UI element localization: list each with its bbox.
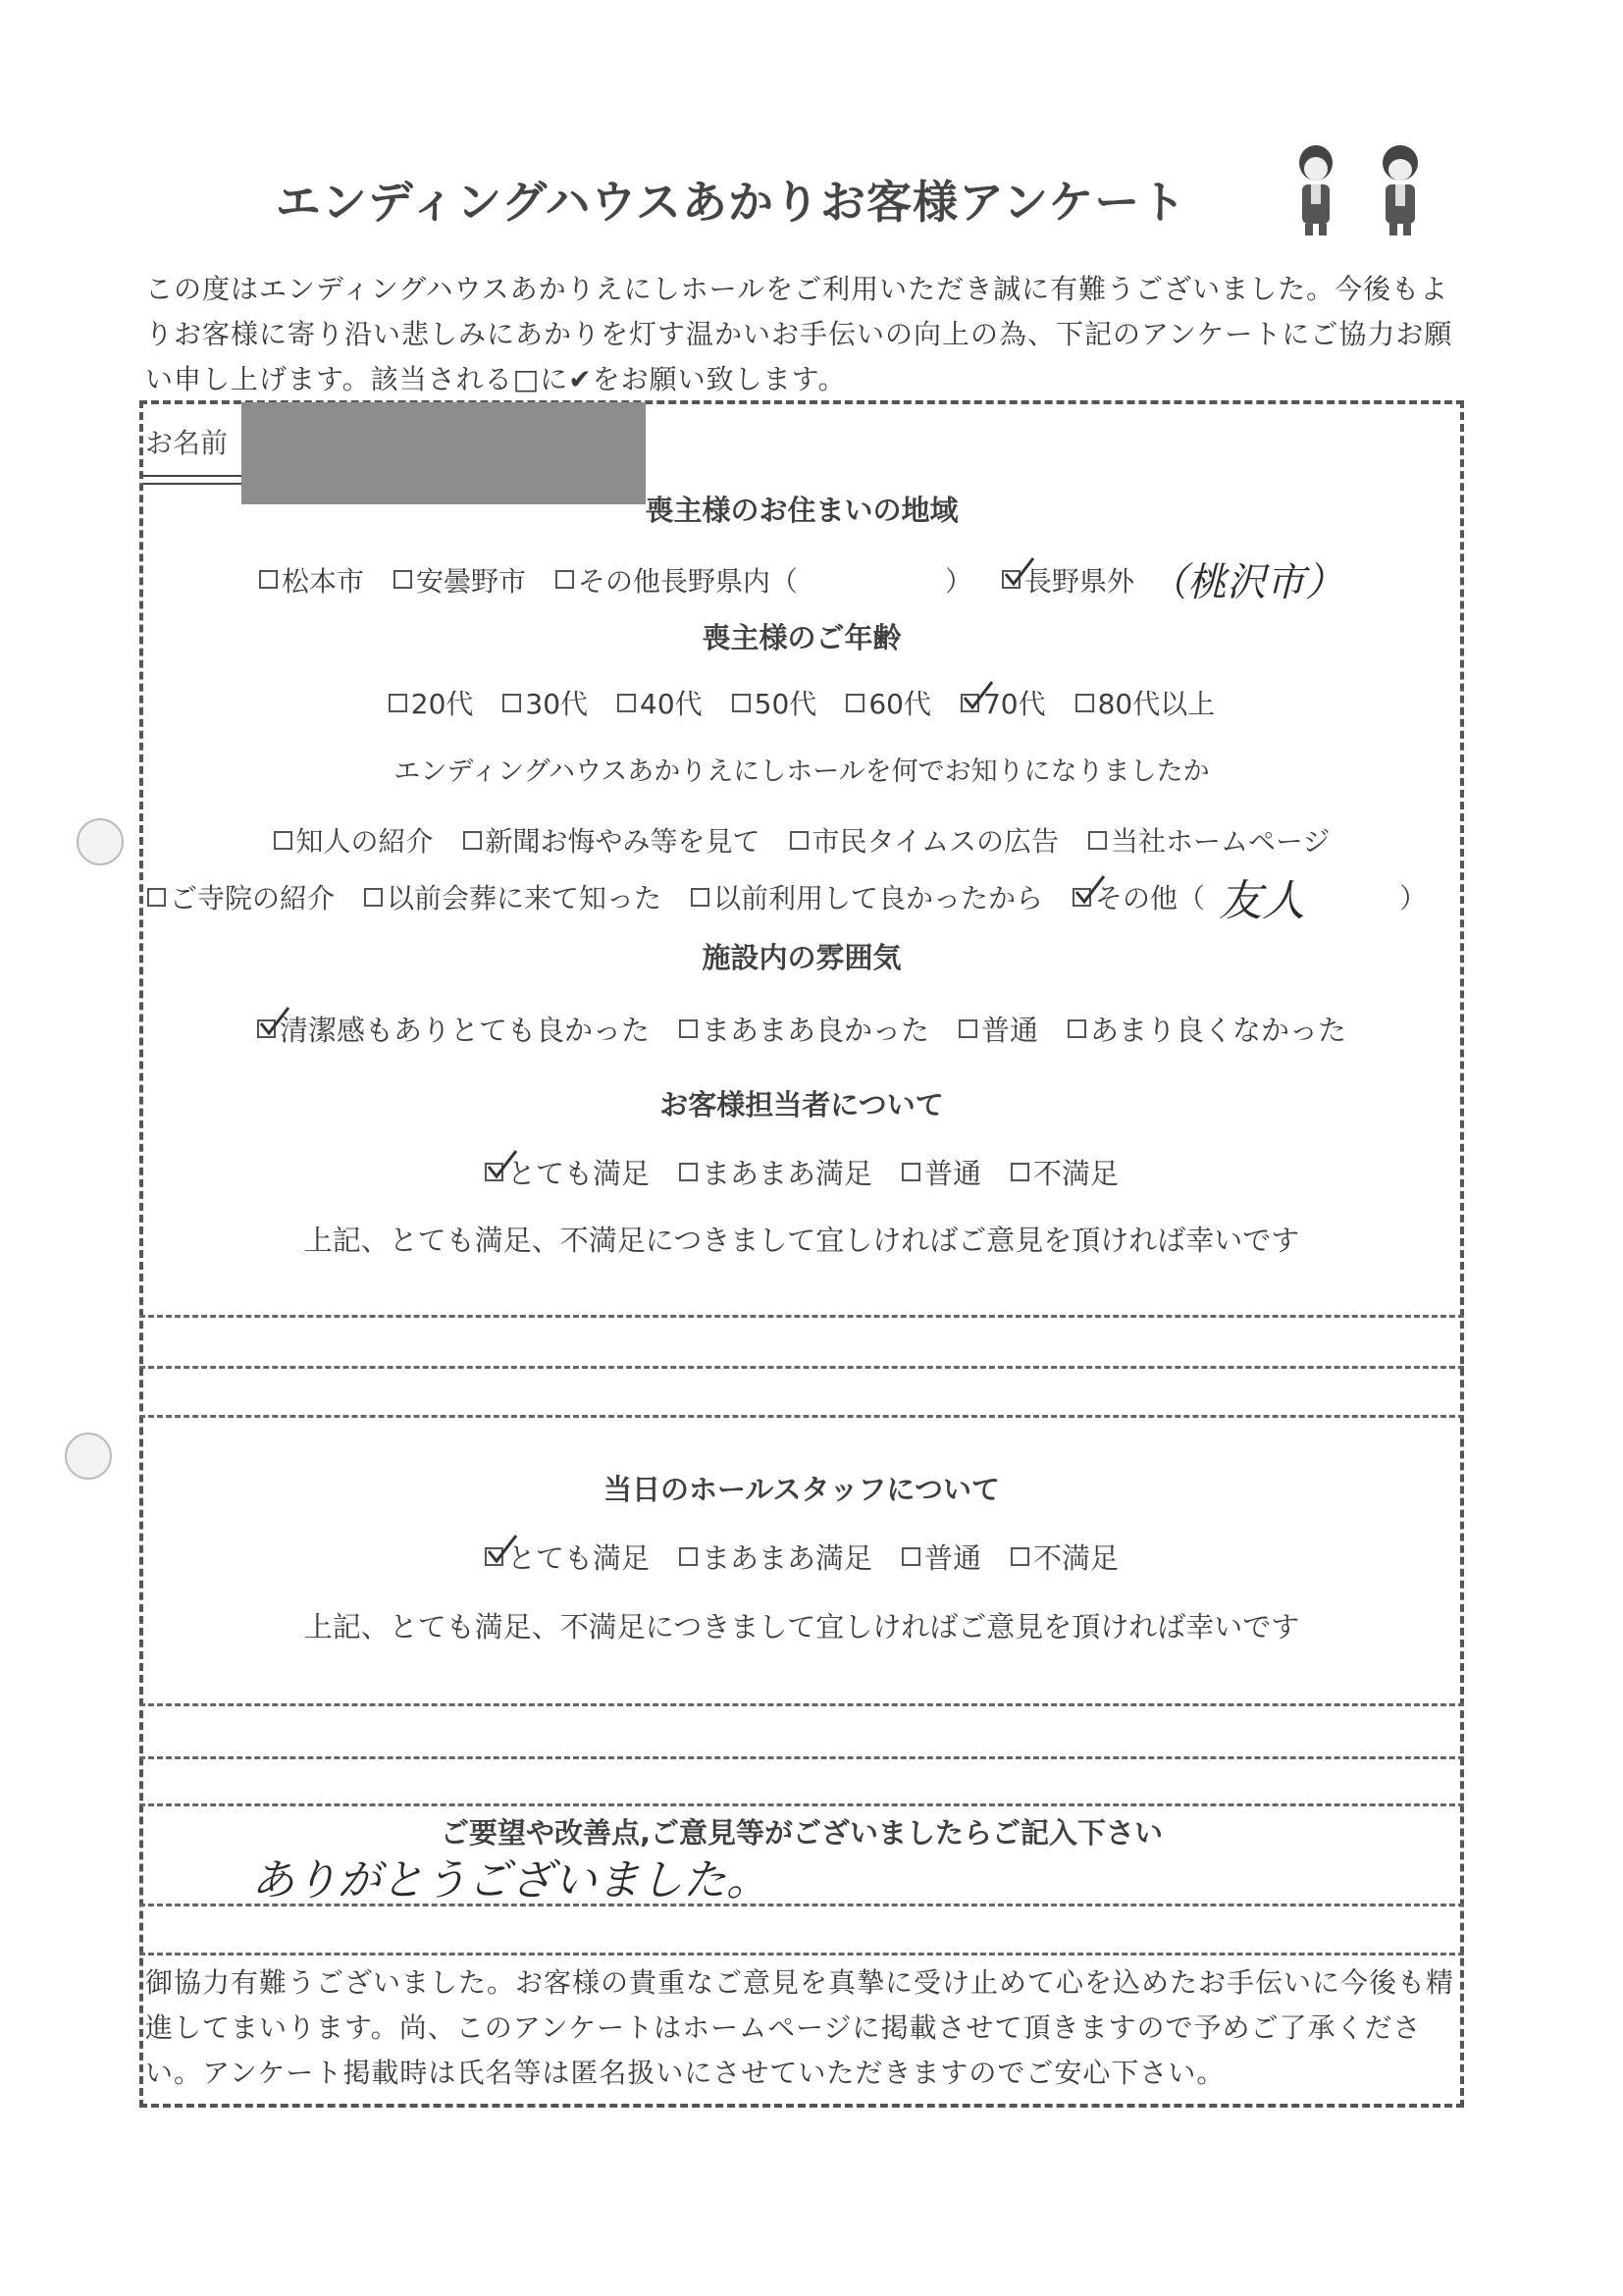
checkbox[interactable] [679,1019,698,1038]
source-option-checked[interactable]: その他（ 友人 ） [1073,865,1427,928]
checkbox[interactable] [1088,831,1107,850]
source-option[interactable]: 以前利用して良かったから [691,877,1043,916]
hall-option[interactable]: 不満足 [1011,1537,1119,1577]
comment-line [139,1415,1464,1418]
atmosphere-option-checked[interactable]: 清潔感もありとても良かった [257,1009,650,1049]
age-options [139,683,1464,722]
age-option[interactable]: 50代 [732,683,817,722]
checkbox[interactable] [902,1163,920,1181]
checkbox[interactable] [502,694,521,712]
comment-line [139,1953,1464,1956]
age-option[interactable]: 40代 [617,683,703,722]
age-heading: 喪主様のご年齢 [702,621,902,654]
region-heading: 喪主様のお住まいの地域 [645,494,959,527]
age-option[interactable]: 60代 [846,683,931,722]
checkbox[interactable] [1011,1163,1029,1181]
source-option[interactable]: 新聞お悔やみ等を見て [463,820,760,860]
atmosphere-options [139,1009,1464,1049]
checkbox[interactable] [1075,694,1094,712]
region-option[interactable]: 安曇野市 [393,560,526,600]
checkbox[interactable] [364,888,383,907]
punch-hole [77,818,124,865]
region-option[interactable]: 松本市 [259,560,364,600]
source-heading: エンディングハウスあかりえにしホールを何でお知りになりましたか [393,757,1210,787]
region-options [139,551,1464,607]
source-option[interactable]: 当社ホームページ [1088,820,1330,860]
source-options-row2 [147,865,1472,928]
requests-heading: ご要望や改善点,ご意見等がございましたらご記入下さい [440,1816,1164,1850]
checkbox[interactable] [555,570,574,589]
age-option[interactable]: 30代 [502,683,588,722]
comment-line [139,1703,1464,1706]
page-title: エンディングハウスあかりお客様アンケート [275,176,1187,229]
name-label: お名前 [145,427,229,459]
checkbox[interactable] [846,694,864,712]
age-option[interactable]: 80代以上 [1075,683,1216,722]
checkmark-icon [961,680,1000,711]
hall-option-checked[interactable]: とても満足 [485,1537,650,1577]
staff-note: 上記、とても満足、不満足につきまして宜しければご意見を頂ければ幸いです [303,1224,1300,1257]
staff-option[interactable]: 不満足 [1011,1152,1119,1192]
checkbox[interactable] [790,831,809,850]
checkmark-icon [1002,556,1041,588]
staff-option-checked[interactable]: とても満足 [485,1152,650,1192]
checkmark-icon [257,1006,296,1037]
comment-line [139,1803,1464,1806]
name-underline [143,475,245,485]
source-option[interactable]: 知人の紹介 [274,820,434,860]
checkbox[interactable] [393,570,412,589]
checkbox-checked[interactable] [1002,570,1021,589]
hall-options [139,1537,1464,1577]
checkbox[interactable] [259,570,278,589]
comment-line [139,1904,1464,1906]
region-handwritten: （桃沢市） [1148,560,1345,605]
atmosphere-option[interactable]: 普通 [959,1009,1038,1049]
source-handwritten: 友人 [1219,876,1306,926]
source-option[interactable]: 以前会葬に来て知った [364,877,661,916]
staff-option[interactable]: まあまあ満足 [679,1152,872,1192]
checkbox-checked[interactable] [485,1547,503,1566]
checkbox[interactable] [959,1019,977,1038]
checkbox[interactable] [617,694,636,712]
staff-option[interactable]: 普通 [902,1152,981,1192]
staff-options [139,1152,1464,1192]
checkbox-checked[interactable] [257,1019,276,1038]
requests-handwritten: ありがとうございました。 [251,1855,769,1905]
hall-note: 上記、とても満足、不満足につきまして宜しければご意見を頂ければ幸いです [303,1610,1300,1644]
region-option[interactable]: その他長野県内（ ） [555,560,972,600]
comment-line [139,1756,1464,1759]
comment-line [139,1366,1464,1369]
hall-heading: 当日のホールスタッフについて [603,1473,1000,1506]
atmosphere-heading: 施設内の雰囲気 [702,941,902,974]
checkbox[interactable] [679,1163,698,1181]
checkbox-checked[interactable] [1073,888,1091,907]
checkbox[interactable] [274,831,292,850]
checkbox[interactable] [463,831,482,850]
source-option[interactable]: 市民タイムスの広告 [790,820,1059,860]
checkbox[interactable] [147,888,166,907]
age-option-checked[interactable]: 70代 [961,683,1046,722]
checkmark-icon [485,1534,524,1565]
atmosphere-option[interactable]: あまり良くなかった [1068,1009,1346,1049]
checkmark-icon [1073,874,1112,906]
checkbox[interactable] [1011,1547,1029,1566]
region-option-checked[interactable]: 長野県外 （桃沢市） [1002,551,1344,607]
punch-hole [65,1433,112,1480]
source-option[interactable]: ご寺院の紹介 [147,877,335,916]
hall-option[interactable]: まあまあ満足 [679,1537,872,1577]
checkbox[interactable] [1068,1019,1086,1038]
checkbox-checked[interactable] [485,1163,503,1181]
atmosphere-option[interactable]: まあまあ良かった [679,1009,929,1049]
source-options-row1 [139,820,1464,860]
checkbox-checked[interactable] [961,694,979,712]
footer-text: 御協力有難うございました。お客様の貴重なご意見を真摯に受け止めて心を込めたお手伝いに今後も精進してまいります。尚、このアンケートはホームページに掲載させて頂きますので予めご了承ください。アンケート掲載時は氏名等は匿名扱いにさせていただきますのでご安心下さい。 [145,1966,1455,2089]
checkbox[interactable] [679,1547,698,1566]
intro-text: この度はエンディングハウスあかりえにしホールをご利用いただき誠に有難うございました。今後もよりお客様に寄り沿い悲しみにあかりを灯す温かいお手伝いの向上の為、下記のアンケートにご協力お願い申し上げます。該当される□に✔をお願い致します。 [145,273,1453,395]
staff-heading: お客様担当者について [659,1088,944,1122]
checkbox[interactable] [732,694,751,712]
age-option[interactable]: 20代 [389,683,474,722]
comment-line [139,1315,1464,1318]
hall-option[interactable]: 普通 [902,1537,981,1577]
checkbox[interactable] [389,694,407,712]
checkbox[interactable] [691,888,709,907]
checkbox[interactable] [902,1547,920,1566]
checkmark-icon [485,1149,524,1180]
